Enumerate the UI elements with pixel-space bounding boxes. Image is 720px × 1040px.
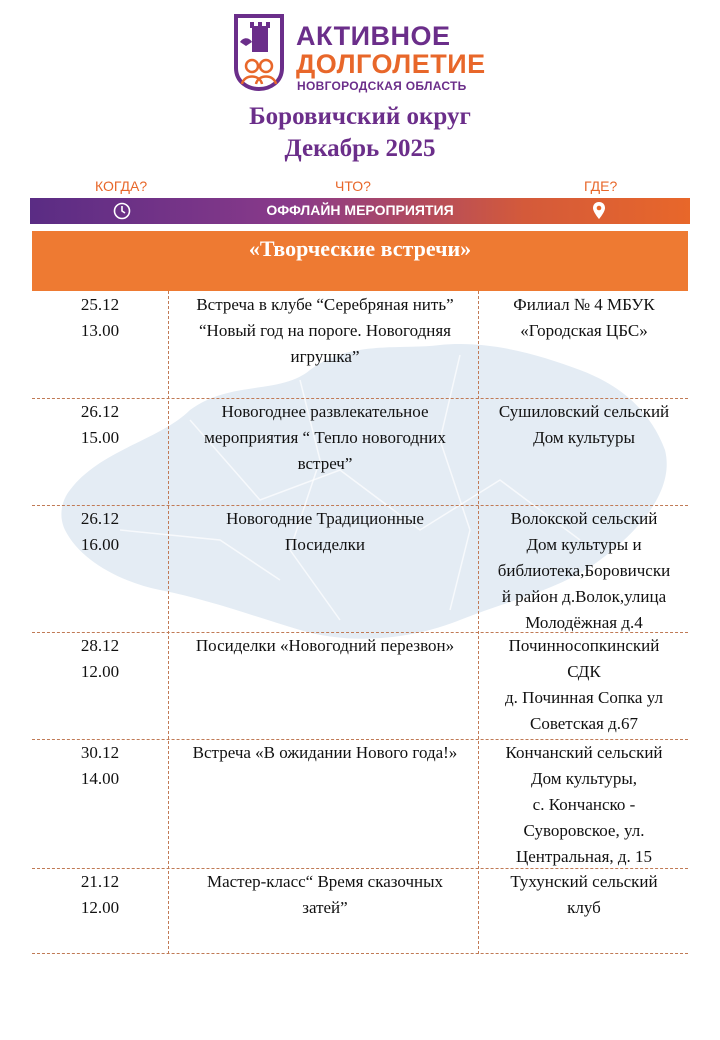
event-where [482, 633, 686, 737]
event-what [172, 869, 478, 921]
event-title-line: игрушка” [290, 347, 360, 366]
event-place-line: Советская д.67 [529, 714, 638, 733]
active-longevity-logo-icon [230, 12, 288, 92]
event-where [482, 740, 686, 870]
column-divider [478, 291, 479, 954]
event-place-line: Суворовское, ул. [523, 821, 645, 840]
event-title-line: Посиделки «Новогодний перезвон» [195, 636, 455, 655]
location-pin-icon [591, 201, 607, 221]
event-time: 16.00 [80, 535, 120, 554]
header-where: ГДЕ? [584, 178, 618, 194]
event-place-line: Тухунский сельский [510, 872, 658, 891]
event-place-line: с. Кончанско - [532, 795, 636, 814]
row-divider [32, 953, 688, 954]
event-title-line: Мастер-класс“ Время сказочных [206, 872, 444, 891]
event-what [172, 399, 478, 477]
event-place-line: д. Починная Сопка ул [505, 688, 663, 707]
event-place-line: клуб [567, 898, 601, 917]
event-time: 12.00 [80, 662, 120, 681]
logo-line-3: НОВГОРОДСКАЯ ОБЛАСТЬ [297, 79, 467, 93]
event-title-line: Новогодние Традиционные [226, 509, 424, 528]
header-what: ЧТО? [335, 178, 371, 194]
event-when [32, 740, 168, 792]
event-place-line: й район д.Волок,улица [501, 587, 667, 606]
event-when [32, 869, 168, 921]
event-date: 26.12 [80, 402, 120, 421]
event-place-line: Починносопкинский [508, 636, 660, 655]
event-what [172, 506, 478, 558]
event-time: 12.00 [80, 898, 120, 917]
event-what [172, 292, 478, 370]
event-place-line: Центральная, д. 15 [515, 847, 653, 866]
logo [230, 12, 500, 96]
event-title-line: встреч” [297, 454, 353, 473]
event-place-line: Волокской сельский [510, 509, 658, 528]
event-when [32, 399, 168, 451]
event-place-line: Дом культуры и [526, 535, 642, 554]
event-date: 25.12 [80, 295, 120, 314]
event-date: 21.12 [80, 872, 120, 891]
event-time: 14.00 [80, 769, 120, 788]
page-subtitle: Декабрь 2025 [284, 135, 436, 162]
offline-events-band [30, 198, 690, 224]
event-date: 30.12 [80, 743, 120, 762]
event-title-line: мероприятия “ Тепло новогодних [204, 428, 446, 447]
event-time: 13.00 [80, 321, 120, 340]
logo-line-1: АКТИВНОЕ [296, 21, 451, 51]
logo-line-2: ДОЛГОЛЕТИЕ [296, 49, 486, 79]
event-where [482, 399, 686, 451]
event-place-line: Филиал № 4 МБУК [513, 295, 655, 314]
event-place-line: Сушиловский сельский [498, 402, 670, 421]
event-date: 26.12 [80, 509, 120, 528]
event-place-line: Дом культуры [533, 428, 635, 447]
section-title: «Творческие встречи» [248, 236, 472, 261]
event-place-line: Кончанский сельский [505, 743, 663, 762]
event-place-line: Дом культуры, [530, 769, 638, 788]
event-time: 15.00 [80, 428, 120, 447]
event-place-line: СДК [567, 662, 601, 681]
band-label: ОФФЛАЙН МЕРОПРИЯТИЯ [266, 202, 454, 218]
page-title: Боровичский округ [249, 103, 471, 130]
event-where [482, 869, 686, 921]
event-place-line: «Городская ЦБС» [520, 321, 648, 340]
event-place-line: Молодёжная д.4 [525, 613, 643, 632]
event-when [32, 292, 168, 344]
header-when: КОГДА? [95, 178, 148, 194]
event-title-line: Новогоднее развлекательное [221, 402, 429, 421]
event-where [482, 506, 686, 636]
event-title-line: Встреча в клубе “Серебряная нить” [196, 295, 454, 314]
event-what [172, 633, 478, 659]
event-what [172, 740, 478, 766]
event-place-line: библиотека,Боровичски [497, 561, 671, 580]
events-table [32, 291, 688, 954]
column-divider [168, 291, 169, 954]
event-when [32, 506, 168, 558]
event-where [482, 292, 686, 344]
event-when [32, 633, 168, 685]
event-title-line: “Новый год на пороге. Новогодняя [199, 321, 451, 340]
event-date: 28.12 [80, 636, 120, 655]
event-title-line: Посиделки [285, 535, 365, 554]
section-header [32, 231, 688, 291]
event-title-line: затей” [302, 898, 348, 917]
event-title-line: Встреча «В ожидании Нового года!» [192, 743, 458, 762]
